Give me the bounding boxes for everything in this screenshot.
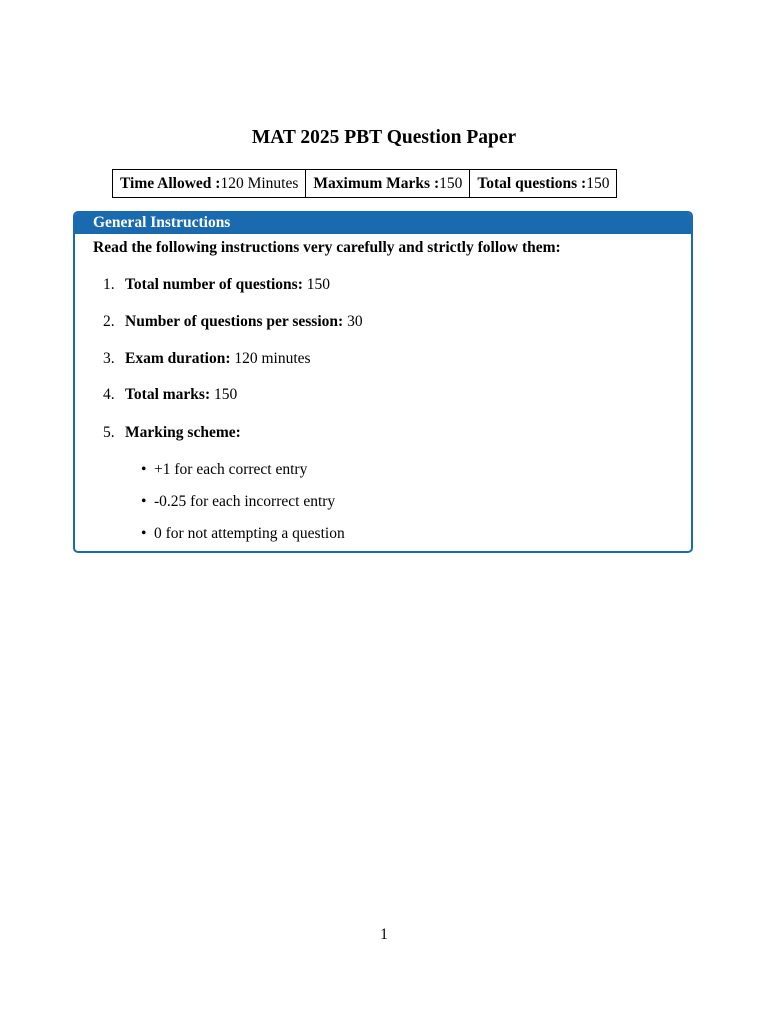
- instruction-label: Marking scheme:: [125, 424, 241, 441]
- time-allowed-value: 120 Minutes: [220, 174, 299, 192]
- instruction-label: Total number of questions:: [125, 276, 303, 293]
- exam-info-row: [113, 170, 617, 198]
- time-allowed-cell: [113, 170, 306, 198]
- general-instructions-heading: General Instructions: [75, 213, 691, 234]
- list-number: 5.: [103, 424, 115, 441]
- page-title: MAT 2025 PBT Question Paper: [251, 127, 517, 148]
- total-questions-cell: [470, 170, 617, 198]
- time-allowed-label: Time Allowed :: [120, 174, 221, 192]
- list-number: 1.: [103, 276, 115, 293]
- maximum-marks-value: 150: [439, 174, 463, 192]
- bullet-icon: •: [141, 493, 147, 510]
- instruction-item-total-marks: [103, 386, 237, 404]
- instruction-item-total-questions: [103, 276, 330, 294]
- marking-scheme-correct: [141, 461, 307, 479]
- total-questions-label: Total questions :: [477, 174, 587, 192]
- marking-scheme-unattempted: [141, 525, 345, 543]
- instruction-item-marking-scheme: [103, 424, 241, 442]
- list-number: 4.: [103, 386, 115, 403]
- total-questions-value: 150: [586, 174, 610, 192]
- list-number: 2.: [103, 313, 115, 330]
- marking-scheme-incorrect: [141, 493, 335, 511]
- instruction-item-questions-per-session: [103, 313, 363, 331]
- marking-scheme-text: +1 for each correct entry: [154, 461, 308, 478]
- marking-scheme-text: -0.25 for each incorrect entry: [154, 493, 336, 510]
- maximum-marks-label: Maximum Marks :: [313, 174, 440, 192]
- bullet-icon: •: [141, 525, 147, 542]
- instruction-label: Total marks:: [125, 386, 211, 403]
- marking-scheme-text: 0 for not attempting a question: [154, 525, 345, 542]
- instruction-value: 120 minutes: [234, 350, 311, 367]
- instruction-value: 150: [214, 386, 238, 403]
- list-number: 3.: [103, 350, 115, 367]
- instruction-value: 150: [306, 276, 330, 293]
- bullet-icon: •: [141, 461, 147, 478]
- exam-info-table: [112, 169, 617, 198]
- instructions-intro: Read the following instructions very carefully and strictly follow them:: [93, 239, 561, 256]
- page-number: 1: [380, 926, 388, 943]
- maximum-marks-cell: [306, 170, 470, 198]
- instruction-label: Exam duration:: [125, 350, 231, 367]
- instruction-label: Number of questions per session:: [125, 313, 344, 330]
- instruction-value: 30: [347, 313, 363, 330]
- instruction-item-exam-duration: [103, 350, 311, 368]
- general-instructions-box: [73, 211, 693, 553]
